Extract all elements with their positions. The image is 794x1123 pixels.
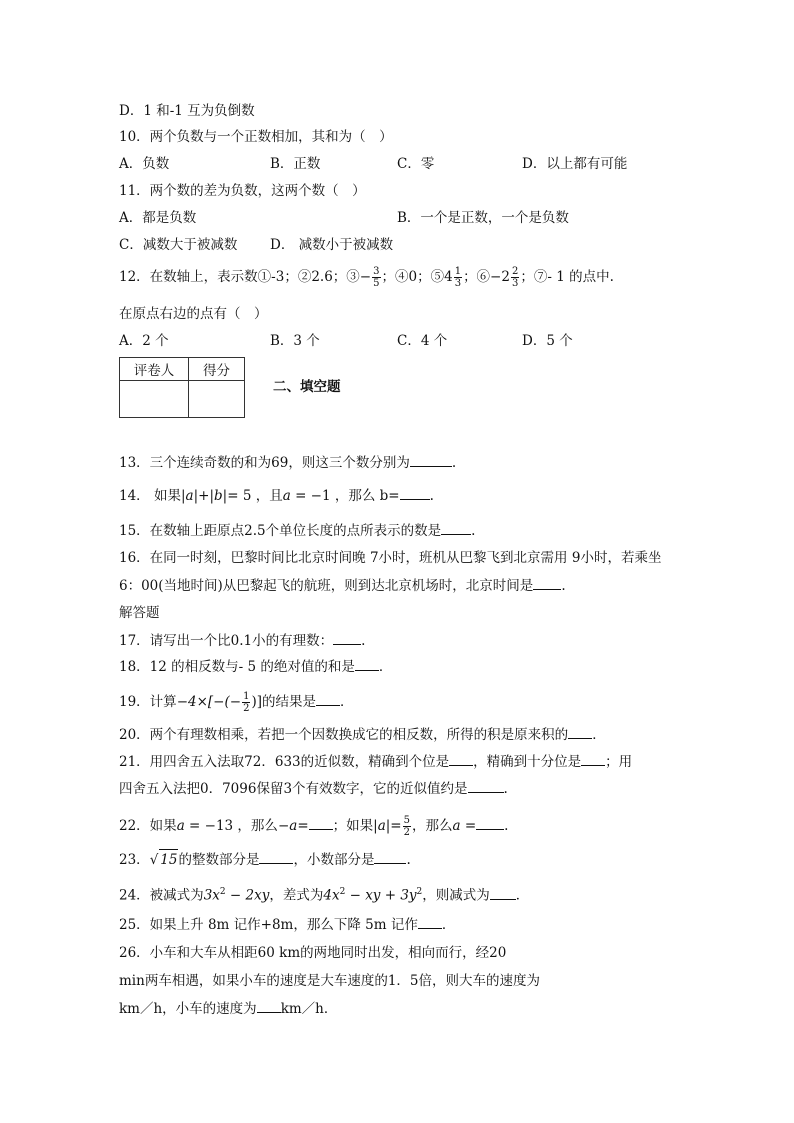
question-11: 11．两个数的差为负数，这两个数（ ）: [119, 183, 366, 199]
score-table: [119, 357, 245, 418]
question-16: 16．在同一时刻，巴黎时间比北京时间晚 7小时，班机从巴黎飞到北京需用 9小时，若乘坐: [119, 550, 662, 566]
q12-option-a: A．2 个: [119, 333, 169, 349]
question-15: 15．在数轴上距原点2.5个单位长度的点所表示的数是 .: [119, 523, 476, 539]
answer-blank[interactable]: [533, 576, 561, 590]
question-12-line-2: 在原点右边的点有（ ）: [119, 306, 268, 322]
fraction: $\frac{2}{3}$: [511, 266, 519, 289]
section-title: 二、填空题: [273, 379, 341, 395]
answer-blank[interactable]: [257, 999, 281, 1013]
answer-blank[interactable]: [468, 779, 504, 793]
question-14: 14． 如果|a|+|b|= 5 ，且a = −1 ，那么 b= .: [119, 488, 434, 504]
question-20: 20．两个有理数相乘，若把一个因数换成它的相反数，所得的积是原来积的 ．: [119, 727, 606, 743]
q12-text-b: ；④0；⑤4: [381, 269, 453, 285]
answer-blank[interactable]: [316, 692, 340, 706]
question-12: [119, 266, 614, 289]
q12-option-b: B．3 个: [270, 333, 320, 349]
answer-blank[interactable]: [581, 752, 605, 766]
question-19: 19．计算−4×[−(− $\frac{1}{2}$ )]的结果是 ．: [119, 691, 354, 714]
answer-blank[interactable]: [355, 657, 379, 671]
q12-option-c: C．4 个: [397, 333, 448, 349]
answer-blank[interactable]: [490, 886, 516, 900]
answer-blank[interactable]: [400, 486, 430, 500]
radicand: 15: [159, 849, 178, 870]
q11-option-d: D． 减数小于被减数: [270, 237, 394, 253]
grader-cell[interactable]: [120, 381, 189, 418]
q11-option-a: A．都是负数: [119, 210, 197, 226]
q12-option-d: D．5 个: [522, 333, 573, 349]
answer-blank[interactable]: [410, 453, 452, 467]
score-header: 得分: [189, 358, 245, 381]
question-23: 23．√ 15的整数部分是 ，小数部分是 .: [119, 849, 411, 870]
question-21: 21．用四舍五入法取72．633的近似数，精确到个位是 ，精确到十分位是 ；用: [119, 754, 633, 770]
question-21-line-2: 四舍五入法把0．7096保留3个有效数字，它的近似值约是 .: [119, 781, 508, 797]
answer-blank[interactable]: [309, 816, 333, 830]
fraction: $\frac{1}{3}$: [454, 266, 462, 289]
grader-header: 评卷人: [120, 358, 189, 381]
question-9-option-d: D．1 和-1 互为负倒数: [119, 103, 255, 119]
q10-option-b: B．正数: [270, 156, 321, 172]
radical-sign: √: [149, 852, 159, 868]
question-26-line-3: km／h，小车的速度为 km／h．: [119, 1001, 338, 1017]
question-13: 13．三个连续奇数的和为69，则这三个数分别为 .: [119, 455, 457, 471]
q10-option-d: D．以上都有可能: [522, 156, 628, 172]
answer-blank[interactable]: [259, 850, 293, 864]
question-16-line-2: 6：00(当地时间)从巴黎起飞的航班，则到达北京机场时，北京时间是 .: [119, 578, 566, 594]
answer-blank[interactable]: [476, 816, 504, 830]
question-10: 10．两个负数与一个正数相加，其和为（ ）: [119, 129, 393, 145]
fraction: $\frac{3}{5}$: [373, 266, 380, 289]
question-26-line-2: min两车相遇，如果小车的速度是大车速度的1．5倍，则大车的速度为: [119, 973, 540, 989]
q10-option-a: A．负数: [119, 156, 170, 172]
question-18: 18．12 的相反数与- 5 的绝对值的和是 ．: [119, 659, 393, 675]
fraction: $\frac{5}{2}$: [403, 815, 410, 838]
section-answer-title: 解答题: [119, 605, 160, 621]
q11-option-c: C．减数大于被减数: [119, 237, 238, 253]
answer-blank[interactable]: [333, 631, 361, 645]
question-26: 26．小车和大车从相距60 km的两地同时出发，相向而行，经20: [119, 945, 507, 961]
answer-blank[interactable]: [441, 521, 471, 535]
q12-text-d: ；⑦- 1 的点中.: [520, 269, 614, 285]
score-cell[interactable]: [189, 381, 245, 418]
question-25: 25．如果上升 8m 记作+8m，那么下降 5m 记作 ．: [119, 917, 456, 933]
question-17: 17．请写出一个比0.1小的有理数： .: [119, 633, 366, 649]
question-22: 22．如果a = −13 ，那么−a= ；如果|a|= $\frac{5}{2}$ ，那么a = .: [119, 815, 509, 838]
answer-blank[interactable]: [568, 725, 592, 739]
question-24: 24．被减式为$3x^2 - 2xy$，差式为$4x^2$ − xy + $3y^2$，则减式为 ．: [119, 887, 530, 904]
fraction: $\frac{1}{2}$: [243, 691, 250, 714]
answer-blank[interactable]: [374, 850, 406, 864]
q11-option-b: B．一个是正数，一个是负数: [397, 210, 569, 226]
q12-text-c: ；⑥−2: [463, 269, 510, 285]
q12-text-a: 12．在数轴上，表示数①-3；②2.6；③−: [119, 269, 372, 285]
answer-blank[interactable]: [449, 752, 473, 766]
answer-blank[interactable]: [418, 915, 442, 929]
q10-option-c: C．零: [397, 156, 435, 172]
